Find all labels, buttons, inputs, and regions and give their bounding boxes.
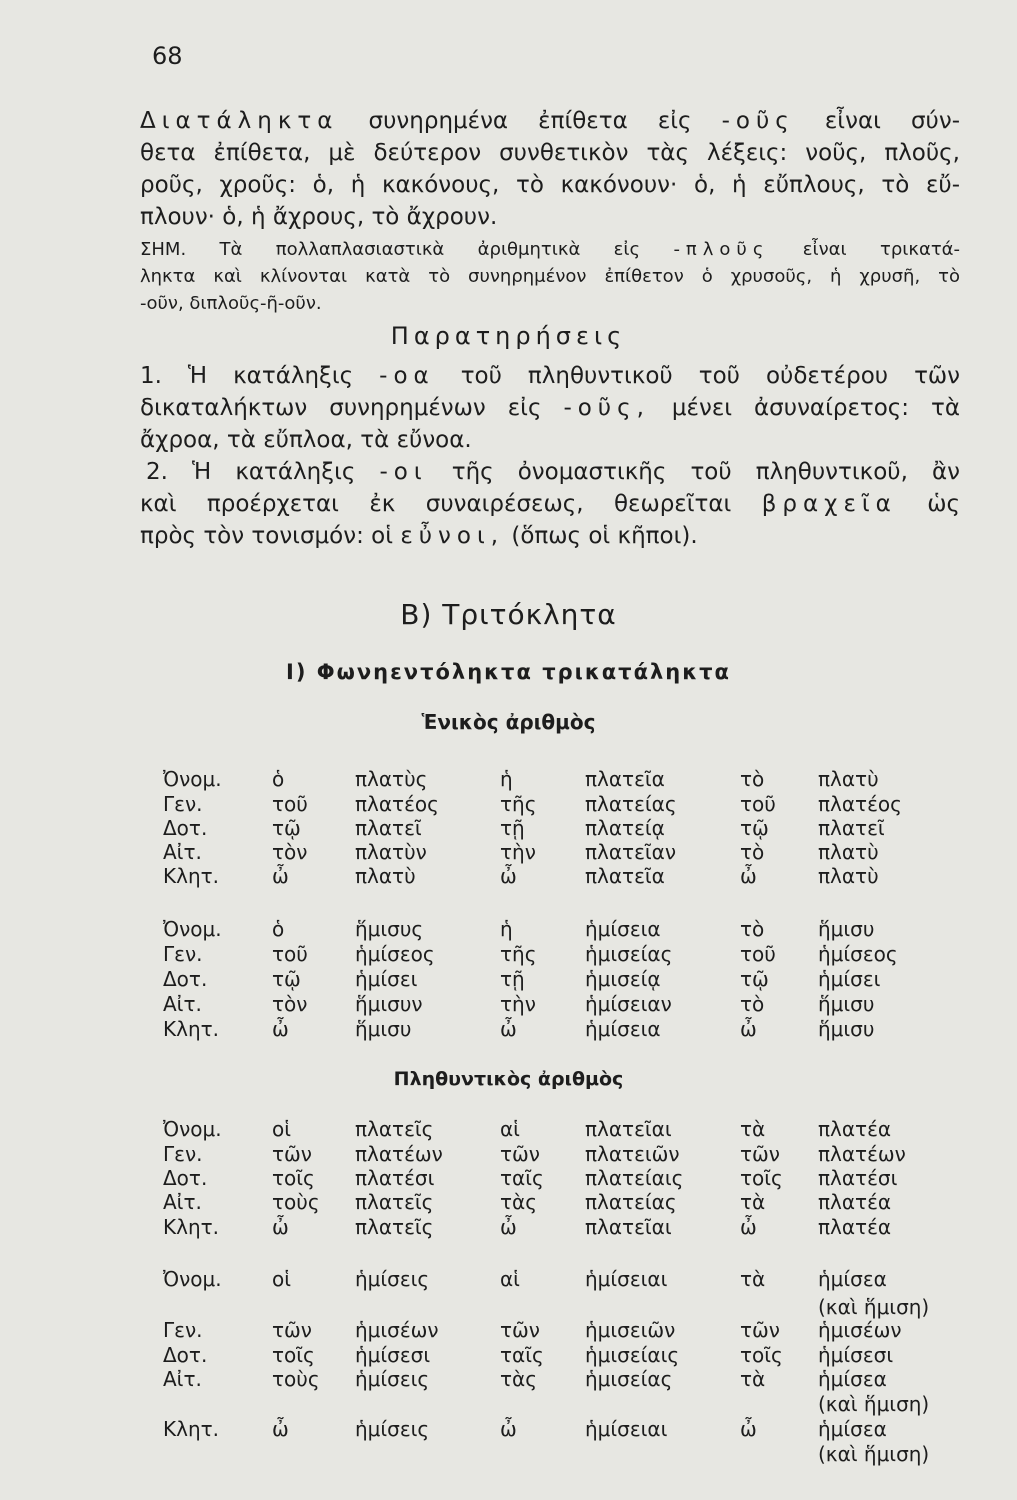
- fem-form: πλατείας: [585, 1190, 677, 1214]
- neut-article: τὰ: [740, 1267, 766, 1291]
- fem-article: τῆς: [500, 792, 537, 816]
- fem-form: ἡμίσεια: [585, 1017, 661, 1041]
- case-label: Δοτ.: [163, 967, 208, 991]
- masc-form: ἥμισυς: [355, 917, 424, 941]
- masc-article: τοὺς: [272, 1190, 320, 1214]
- case-label: Αἰτ.: [163, 1190, 202, 1214]
- masc-form: πλατὺς: [355, 767, 428, 791]
- fem-article: ταῖς: [500, 1166, 544, 1190]
- declension-row: [0, 992, 1017, 1018]
- declension-row: [0, 767, 1017, 793]
- case-label: Γεν.: [163, 942, 203, 966]
- neut-form: ἡμίσεα: [818, 1367, 887, 1391]
- neut-article: τοῦ: [740, 792, 776, 816]
- fem-form: πλατείαις: [585, 1166, 684, 1190]
- masc-article: τῶν: [272, 1142, 312, 1166]
- neut-article: τοῖς: [740, 1166, 783, 1190]
- masc-form: πλατὺ: [355, 864, 416, 888]
- case-label: Ὀνομ.: [163, 1267, 222, 1291]
- alt-form-note: (καὶ ἥμιση): [818, 1442, 930, 1466]
- observation-1: 1. Ἡ κατάληξις -οα τοῦ πληθυντικοῦ τοῦ οὐδετέρου τῶν δικαταλήκτων συνηρημένων εἰς -οῦς, μένει ἀσυναίρετος: τὰ ἄχροα, τὰ εὔπλοα, τὰ εὔνοα.: [140, 363, 961, 453]
- masc-article: ὦ: [272, 1417, 289, 1441]
- case-label: Γεν.: [163, 1318, 203, 1342]
- masc-form: ἥμισυ: [355, 1017, 412, 1041]
- neut-form: πλατὺ: [818, 840, 879, 864]
- declension-row: [0, 1318, 1017, 1344]
- fem-form: ἡμισείᾳ: [585, 967, 661, 991]
- fem-article: τὴν: [500, 840, 536, 864]
- neut-article: τὸ: [740, 767, 765, 791]
- plural-heading: Πληθυντικὸς ἀριθμὸς: [393, 1068, 624, 1090]
- fem-form: ἡμισείαις: [585, 1343, 680, 1367]
- neut-article: τὰ: [740, 1190, 766, 1214]
- case-label: Γεν.: [163, 1142, 203, 1166]
- neut-form: πλατὺ: [818, 864, 879, 888]
- fem-form: ἡμίσεια: [585, 917, 661, 941]
- masc-form: ἡμίσεις: [355, 1417, 430, 1441]
- neut-form: πλατέος: [818, 792, 902, 816]
- fem-form: ἡμισείας: [585, 1367, 673, 1391]
- masc-article: ὦ: [272, 864, 289, 888]
- case-label: Γεν.: [163, 792, 203, 816]
- case-label: Κλητ.: [163, 1215, 220, 1239]
- masc-form: πλατέσι: [355, 1166, 435, 1190]
- neut-article: τὰ: [740, 1367, 766, 1391]
- fem-form: ἡμίσειαι: [585, 1267, 668, 1291]
- fem-article: τὴν: [500, 992, 536, 1016]
- masc-article: οἱ: [272, 1117, 292, 1141]
- neut-form: ἡμίσεσι: [818, 1343, 894, 1367]
- observation-2: 2. Ἡ κατάληξις -οι τῆς ὀνομαστικῆς τοῦ πληθυντικοῦ, ἂν καὶ προέρχεται ἐκ συναιρέσεως, θεωρεῖται βραχεῖα ὡς πρὸς τὸν τονισμόν: οἱ εὖνοι, (ὅπως οἱ κῆποι).: [140, 459, 961, 549]
- declension-row: [0, 1367, 1017, 1393]
- neut-form: ἡμίσεα: [818, 1417, 887, 1441]
- neut-form: πλατέσι: [818, 1166, 898, 1190]
- case-label: Αἰτ.: [163, 1367, 202, 1391]
- masc-form: πλατεῖς: [355, 1117, 434, 1141]
- masc-form: πλατεῖς: [355, 1190, 434, 1214]
- declension-row: [0, 1017, 1017, 1043]
- declension-row: [0, 1166, 1017, 1192]
- masc-form: ἡμίσεις: [355, 1267, 430, 1291]
- fem-form: πλατεῖα: [585, 864, 665, 888]
- fem-article: τῶν: [500, 1142, 540, 1166]
- masc-article: τοῦ: [272, 942, 308, 966]
- singular-heading: Ἑνικὸς ἀριθμὸς: [421, 710, 596, 734]
- fem-form: πλατείας: [585, 792, 677, 816]
- fem-form: πλατεῖαν: [585, 840, 677, 864]
- term-spaced: Διατάληκτα: [140, 108, 339, 134]
- fem-article: ὦ: [500, 1017, 517, 1041]
- case-label: Κλητ.: [163, 1017, 220, 1041]
- declension-row: [0, 1267, 1017, 1293]
- declension-row: [0, 816, 1017, 842]
- masc-article: τοῖς: [272, 1343, 315, 1367]
- declension-row: [0, 1142, 1017, 1168]
- masc-article: τῷ: [272, 967, 301, 991]
- declension-row: [0, 917, 1017, 943]
- fem-form: πλατείᾳ: [585, 816, 665, 840]
- fem-form: ἡμίσειαν: [585, 992, 672, 1016]
- fem-article: αἱ: [500, 1117, 520, 1141]
- neut-article: τοῦ: [740, 942, 776, 966]
- case-label: Αἰτ.: [163, 992, 202, 1016]
- neut-form: πλατέα: [818, 1117, 892, 1141]
- fem-article: τὰς: [500, 1190, 537, 1214]
- neut-form: ἥμισυ: [818, 917, 875, 941]
- neut-form: ἡμίσεα: [818, 1267, 887, 1291]
- section-i-heading: Ι) Φωνηεντόληκτα τρικατάληκτα: [286, 660, 731, 684]
- neut-article: ὦ: [740, 864, 757, 888]
- masc-article: τοῖς: [272, 1166, 315, 1190]
- fem-article: ὦ: [500, 1215, 517, 1239]
- neut-article: τὸ: [740, 992, 765, 1016]
- fem-form: πλατειῶν: [585, 1142, 680, 1166]
- neut-article: τῶν: [740, 1318, 780, 1342]
- fem-article: τῆς: [500, 942, 537, 966]
- case-label: Ὀνομ.: [163, 917, 222, 941]
- neut-article: τῶν: [740, 1142, 780, 1166]
- masc-article: ὁ: [272, 917, 285, 941]
- alt-form-note: (καὶ ἥμιση): [818, 1295, 930, 1319]
- declension-row: [0, 1190, 1017, 1216]
- masc-article: τὸν: [272, 840, 308, 864]
- case-label: Ὀνομ.: [163, 1117, 222, 1141]
- masc-article: οἱ: [272, 1267, 292, 1291]
- masc-article: τοῦ: [272, 792, 308, 816]
- intro-paragraph: Διατάληκτα συνηρημένα ἐπίθετα εἰς -οῦς εἶναι σύν- θετα ἐπίθετα, μὲ δεύτερον συνθετικὸν τὰς λέξεις: νοῦς, πλοῦς, ροῦς, χροῦς: ὁ, ἡ κακόνους, τὸ κακόνουν· ὁ, ἡ εὔπλους, τὸ εὔ- πλουν· ὁ, ἡ ἄχρους, τὸ ἄχρουν.: [140, 108, 960, 230]
- fem-article: ἡ: [500, 767, 513, 791]
- neut-article: ὦ: [740, 1017, 757, 1041]
- alt-form-note: (καὶ ἥμιση): [818, 1392, 930, 1416]
- neut-article: τῷ: [740, 816, 769, 840]
- neut-article: τὸ: [740, 917, 765, 941]
- neut-article: ὦ: [740, 1417, 757, 1441]
- fem-form: ἡμισειῶν: [585, 1318, 676, 1342]
- masc-form: πλατὺν: [355, 840, 427, 864]
- declension-row: [0, 1417, 1017, 1443]
- declension-row: [0, 840, 1017, 866]
- neut-form: πλατέα: [818, 1215, 892, 1239]
- masc-form: ἥμισυν: [355, 992, 423, 1016]
- masc-form: πλατεῖς: [355, 1215, 434, 1239]
- neut-form: ἡμίσεος: [818, 942, 898, 966]
- masc-form: πλατέων: [355, 1142, 443, 1166]
- fem-article: ὦ: [500, 1417, 517, 1441]
- masc-form: πλατέος: [355, 792, 439, 816]
- declension-row: [0, 864, 1017, 890]
- fem-form: πλατεῖαι: [585, 1117, 672, 1141]
- masc-article: ὦ: [272, 1215, 289, 1239]
- fem-article: ταῖς: [500, 1343, 544, 1367]
- fem-form: πλατεῖα: [585, 767, 665, 791]
- fem-article: ὦ: [500, 864, 517, 888]
- neut-form: ἡμίσει: [818, 967, 881, 991]
- neut-form: ἥμισυ: [818, 1017, 875, 1041]
- neut-form: πλατὺ: [818, 767, 879, 791]
- masc-form: πλατεῖ: [355, 816, 422, 840]
- case-label: Δοτ.: [163, 1166, 208, 1190]
- neut-form: πλατεῖ: [818, 816, 885, 840]
- fem-form: ἡμισείας: [585, 942, 673, 966]
- declension-row: [0, 1343, 1017, 1369]
- fem-article: τῇ: [500, 967, 525, 991]
- fem-form: ἡμίσειαι: [585, 1417, 668, 1441]
- neut-form: πλατέα: [818, 1190, 892, 1214]
- masc-article: ὦ: [272, 1017, 289, 1041]
- neut-form: ἡμισέων: [818, 1318, 902, 1342]
- masc-article: τὸν: [272, 992, 308, 1016]
- masc-form: ἡμίσει: [355, 967, 418, 991]
- fem-article: τῇ: [500, 816, 525, 840]
- declension-row: [0, 792, 1017, 818]
- declension-row: [0, 1215, 1017, 1241]
- declension-row: [0, 942, 1017, 968]
- case-label: Δοτ.: [163, 1343, 208, 1367]
- masc-form: ἡμισέων: [355, 1318, 439, 1342]
- neut-form: πλατέων: [818, 1142, 906, 1166]
- fem-article: τὰς: [500, 1367, 537, 1391]
- declension-row: [0, 1117, 1017, 1143]
- neut-article: τῷ: [740, 967, 769, 991]
- case-label: Κλητ.: [163, 1417, 220, 1441]
- section-b-heading: Β) Τριτόκλητα: [400, 598, 617, 631]
- masc-article: τῷ: [272, 816, 301, 840]
- note-paragraph: ΣΗΜ. Τὰ πολλαπλασιαστικὰ ἀριθμητικὰ εἰς -πλοῦς εἶναι τρικατά- ληκτα καὶ κλίνονται κατὰ τὸ συνηρημένον ἐπίθετον ὁ χρυσοῦς, ἡ χρυσῆ, τὸ -οῦν, διπλοῦς-ῆ-οῦν.: [140, 239, 961, 314]
- fem-article: τῶν: [500, 1318, 540, 1342]
- neut-article: τὸ: [740, 840, 765, 864]
- neut-form: ἥμισυ: [818, 992, 875, 1016]
- neut-article: τοῖς: [740, 1343, 783, 1367]
- fem-article: ἡ: [500, 917, 513, 941]
- fem-form: πλατεῖαι: [585, 1215, 672, 1239]
- masc-form: ἡμίσεος: [355, 942, 435, 966]
- observations-heading: Παρατηρήσεις: [390, 322, 627, 350]
- masc-article: ὁ: [272, 767, 285, 791]
- neut-article: ὦ: [740, 1215, 757, 1239]
- case-label: Κλητ.: [163, 864, 220, 888]
- case-label: Αἰτ.: [163, 840, 202, 864]
- declension-row: [0, 967, 1017, 993]
- fem-article: αἱ: [500, 1267, 520, 1291]
- masc-form: ἡμίσεις: [355, 1367, 430, 1391]
- masc-article: τῶν: [272, 1318, 312, 1342]
- case-label: Ὀνομ.: [163, 767, 222, 791]
- neut-article: τὰ: [740, 1117, 766, 1141]
- masc-article: τοὺς: [272, 1367, 320, 1391]
- page-number: 68: [152, 42, 183, 70]
- case-label: Δοτ.: [163, 816, 208, 840]
- masc-form: ἡμίσεσι: [355, 1343, 431, 1367]
